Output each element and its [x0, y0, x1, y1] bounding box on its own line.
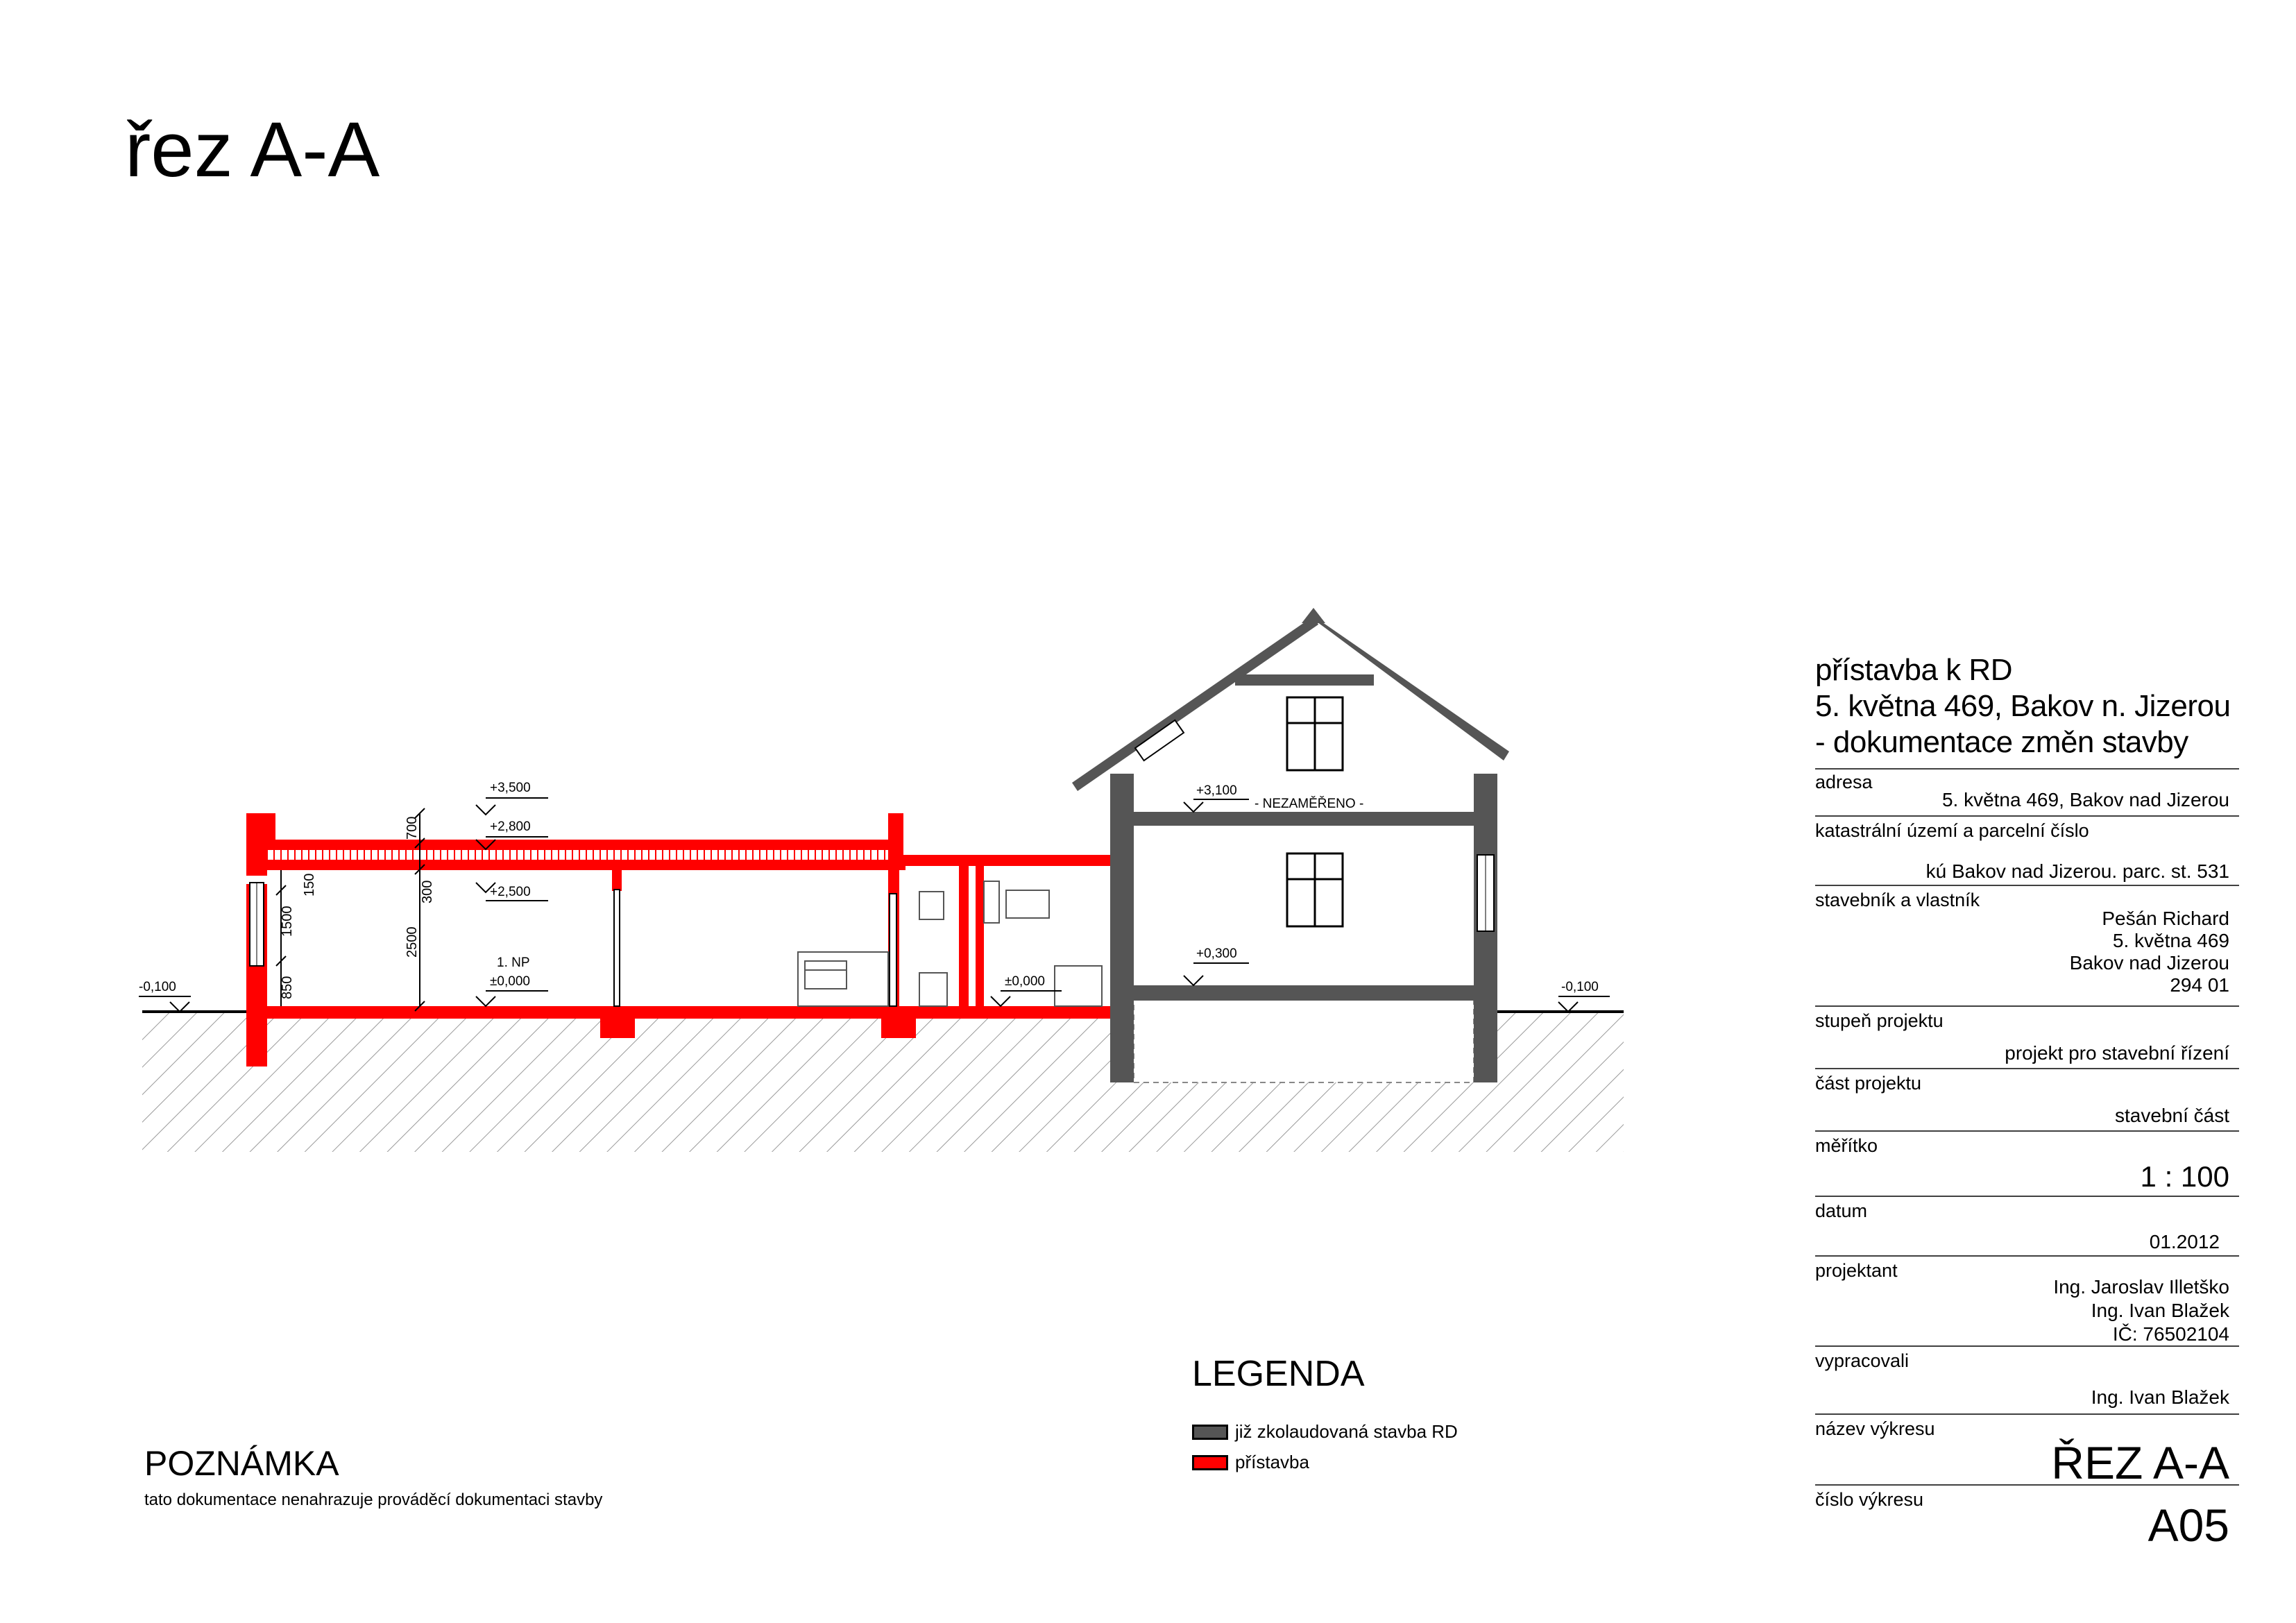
dim-850: 850	[280, 976, 295, 999]
fixtures	[798, 881, 1102, 1006]
dim-700: 700	[405, 816, 420, 840]
ext-foundation-2	[881, 1019, 916, 1038]
value-stavebnik	[2070, 908, 2229, 996]
level-0000-b: ±0,000	[1005, 974, 1045, 989]
projektant-line-3: IČ: 76502104	[2112, 1323, 2229, 1345]
wc-tank	[919, 892, 944, 919]
existing-collar-beam	[1235, 674, 1374, 686]
level-3500: +3,500	[490, 781, 531, 795]
stavebnik-line-3: Bakov nad Jizerou	[2069, 952, 2229, 974]
legend-swatch-extension	[1192, 1455, 1228, 1470]
legend-item-extension	[1192, 1452, 1309, 1473]
ext-parapet-right	[888, 813, 903, 860]
ext-ceiling-beam	[267, 860, 905, 870]
ext-rear-roof	[902, 855, 1110, 866]
shower-tray	[1055, 966, 1102, 1006]
dim-2500: 2500	[405, 926, 420, 958]
label-stupen: stupeň projektu	[1815, 1010, 1944, 1031]
note-title: POZNÁMKA	[144, 1444, 339, 1483]
mirror	[1006, 890, 1049, 918]
label-meritko: měřítko	[1815, 1135, 1878, 1156]
stavebnik-line-1: Pešán Richard	[2102, 908, 2229, 929]
label-projektant: projektant	[1815, 1260, 1898, 1281]
value-stupen: projekt pro stavební řízení	[2005, 1042, 2229, 1064]
existing-left-wall	[1110, 774, 1134, 1082]
label-nazev: název výkresu	[1815, 1418, 1935, 1439]
ext-floor-slab	[267, 1006, 1110, 1019]
existing-basement-void	[1134, 999, 1474, 1082]
dim-150: 150	[302, 873, 317, 897]
dim-300: 300	[420, 880, 435, 903]
ext-roof-insulation	[267, 849, 895, 860]
existing-floor	[1134, 985, 1474, 1001]
label-cast: část projektu	[1815, 1073, 1922, 1094]
value-katastr: kú Bakov nad Jizerou. parc. st. 531	[1925, 860, 2229, 882]
label-vypracovali: vypracovali	[1815, 1350, 1910, 1371]
value-cast: stavební část	[2115, 1105, 2229, 1126]
level-2500: +2,500	[490, 885, 531, 899]
ext-pillar-1	[612, 870, 622, 891]
legend-swatch-existing	[1192, 1425, 1228, 1440]
label-cislo: číslo výkresu	[1815, 1489, 1924, 1510]
projektant-line-1: Ing. Jaroslav Illetško	[2053, 1276, 2229, 1298]
existing-window-upper	[1287, 697, 1343, 770]
sheet-title: řez A-A	[125, 106, 380, 193]
not-measured-label: - NEZAMĚŘENO -	[1255, 797, 1364, 811]
label-datum: datum	[1815, 1200, 1868, 1221]
ext-inner-partition-thin	[614, 890, 620, 1006]
level-0300: +0,300	[1196, 946, 1237, 961]
project-line-1: přístavba k RD	[1815, 653, 2012, 687]
stavebnik-line-2: 5. května 469	[2112, 930, 2229, 951]
ext-partition-2	[959, 866, 969, 1006]
value-adresa: 5. května 469, Bakov nad Jizerou	[1941, 789, 2229, 810]
level-floor-name: 1. NP	[497, 955, 530, 970]
value-nazev: ŘEZ A-A	[2051, 1437, 2229, 1488]
legend-item-existing	[1192, 1421, 1458, 1443]
existing-window-lower	[1287, 853, 1343, 926]
dimension-lines	[276, 808, 425, 1011]
ext-inner-partition-2	[890, 894, 896, 1006]
label-katastr: katastrální území a parcelní číslo	[1815, 820, 2089, 841]
note-text: tato dokumentace nenahrazuje prováděcí dokumentaci stavby	[144, 1490, 603, 1509]
value-projektant	[2053, 1275, 2229, 1346]
ext-partition-3	[976, 866, 984, 1006]
label-adresa: adresa	[1815, 772, 1873, 792]
wash-basin	[984, 881, 999, 923]
project-line-2: 5. května 469, Bakov n. Jizerou	[1815, 689, 2231, 723]
ext-roof-slab	[267, 840, 895, 849]
value-datum: 01.2012	[2149, 1231, 2220, 1252]
level-2800: +2,800	[490, 819, 531, 834]
existing-attic-floor	[1134, 812, 1474, 826]
value-meritko: 1 : 100	[2140, 1160, 2229, 1193]
stavebnik-line-4: 294 01	[2170, 974, 2229, 996]
kitchen-unit	[798, 952, 888, 1006]
ext-foundation-1	[600, 1019, 635, 1038]
project-line-3: - dokumentace změn stavby	[1815, 725, 2188, 759]
dim-1500: 1500	[280, 906, 295, 937]
level-0000: ±0,000	[490, 974, 530, 989]
level-right: -0,100	[1561, 980, 1599, 994]
legend-label-extension: přístavba	[1235, 1452, 1309, 1472]
existing-roof-right	[1309, 616, 1509, 760]
label-stavebnik: stavebník a vlastník	[1815, 890, 1980, 910]
value-cislo: A05	[2148, 1499, 2229, 1551]
projektant-line-2: Ing. Ivan Blažek	[2091, 1300, 2229, 1321]
wc	[919, 973, 947, 1006]
legend-label-existing: již zkolaudovaná stavba RD	[1235, 1421, 1458, 1442]
value-vypracovali: Ing. Ivan Blažek	[2091, 1386, 2229, 1408]
level-left: -0,100	[139, 980, 176, 994]
existing-roof-left	[1072, 616, 1318, 791]
level-markers	[139, 798, 1610, 1012]
legend-title: LEGENDA	[1192, 1354, 1365, 1394]
project-title	[1815, 652, 2230, 760]
level-3100: +3,100	[1196, 783, 1237, 798]
